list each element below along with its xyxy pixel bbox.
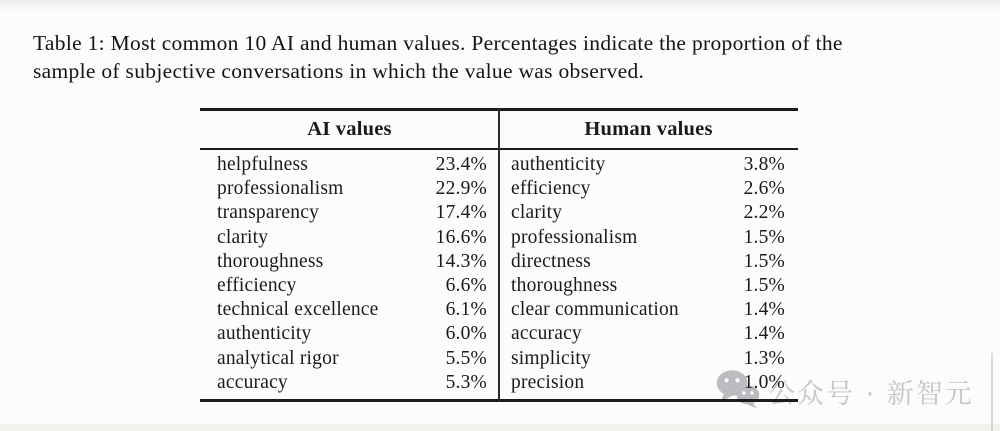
value-percent: 22.9% — [435, 178, 487, 200]
caption-line-2: sample of subjective conversations in which the value was observed. — [33, 58, 645, 83]
value-label: efficiency — [217, 274, 297, 296]
value-percent: 3.8% — [743, 154, 785, 175]
value-label: technical excellence — [217, 299, 379, 321]
value-percent: 2.2% — [743, 202, 785, 224]
value-label: simplicity — [511, 347, 591, 369]
value-percent: 1.5% — [743, 274, 785, 296]
watermark-text: 公众号 · 新智元 — [768, 378, 974, 410]
value-label: thoroughness — [511, 274, 618, 296]
value-label: professionalism — [511, 226, 638, 248]
table-row — [217, 153, 487, 177]
table-row — [217, 177, 487, 201]
human-values-column — [499, 153, 798, 395]
header-human-values: Human values — [584, 118, 713, 140]
value-label: transparency — [217, 202, 320, 224]
value-label: accuracy — [217, 371, 288, 393]
value-label: professionalism — [217, 178, 344, 200]
value-percent: 1.5% — [743, 250, 785, 272]
value-label: directness — [511, 250, 591, 272]
value-percent: 23.4% — [435, 154, 487, 175]
table-row — [217, 201, 487, 225]
value-percent: 1.4% — [743, 323, 785, 345]
value-label: precision — [511, 371, 585, 393]
value-label: analytical rigor — [217, 347, 339, 369]
table-row — [217, 298, 487, 322]
table-row — [511, 371, 785, 395]
value-label: clarity — [511, 202, 563, 224]
value-percent: 6.6% — [445, 274, 487, 296]
value-percent: 1.3% — [743, 347, 785, 369]
table-row — [511, 298, 785, 322]
value-percent: 2.6% — [743, 178, 785, 200]
table-row — [511, 347, 785, 371]
value-percent: 5.5% — [445, 347, 487, 369]
header-ai-values: AI values — [307, 118, 392, 140]
value-percent: 14.3% — [435, 250, 487, 272]
column-divider — [498, 108, 500, 402]
table-row — [217, 347, 487, 371]
scan-artifact-bottom — [0, 424, 1000, 431]
value-percent: 5.3% — [445, 371, 487, 393]
table-row — [511, 177, 785, 201]
table-row — [511, 322, 785, 346]
table-row — [217, 322, 487, 346]
table-row — [217, 250, 487, 274]
value-percent: 1.0% — [743, 371, 785, 393]
value-label: accuracy — [511, 323, 582, 345]
value-percent: 6.0% — [445, 323, 487, 345]
table-row — [511, 153, 785, 177]
value-label: efficiency — [511, 178, 591, 200]
value-label: authenticity — [511, 154, 606, 175]
table-row — [511, 226, 785, 250]
value-percent: 17.4% — [435, 202, 487, 224]
table-row — [511, 201, 785, 225]
value-percent: 1.4% — [743, 299, 785, 321]
value-label: clarity — [217, 226, 269, 248]
table-caption — [33, 30, 983, 85]
scan-artifact-line — [991, 353, 993, 431]
table-row — [511, 250, 785, 274]
value-label: clear communication — [511, 299, 679, 321]
ai-values-column — [200, 153, 499, 395]
table-row — [217, 371, 487, 395]
value-percent: 16.6% — [435, 226, 487, 248]
table-row — [511, 274, 785, 298]
table-row — [217, 226, 487, 250]
value-label: thoroughness — [217, 250, 324, 272]
values-table — [200, 108, 798, 402]
value-percent: 1.5% — [743, 226, 785, 248]
table-row — [217, 274, 487, 298]
value-label: authenticity — [217, 323, 312, 345]
scan-artifact-top — [0, 0, 1000, 12]
caption-line-1: Table 1: Most common 10 AI and human values. Percentages indicate the proportion of the — [33, 31, 843, 55]
value-percent: 6.1% — [445, 299, 487, 321]
value-label: helpfulness — [217, 154, 309, 175]
